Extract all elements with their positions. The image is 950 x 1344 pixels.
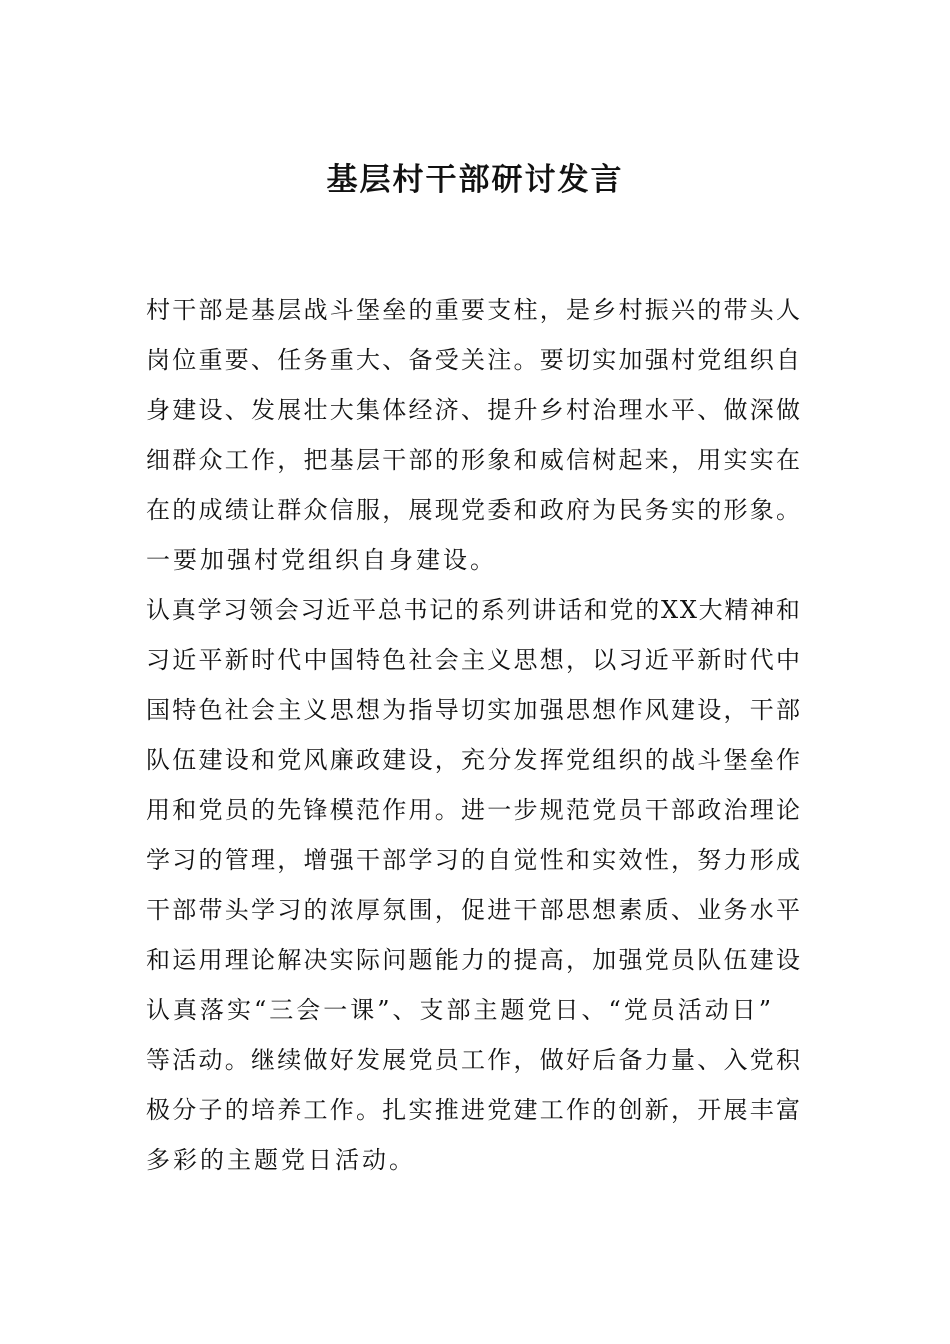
body-line: 等活动。继续做好发展党员工作，做好后备力量、入党积 <box>146 1046 803 1074</box>
body-line: 极分子的培养工作。扎实推进党建工作的创新，开展丰富 <box>146 1096 803 1124</box>
body-line: 岗位重要、任务重大、备受关注。要切实加强村党组织自 <box>146 346 803 374</box>
body-line: 学习的管理，增强干部学习的自觉性和实效性，努力形成 <box>146 846 803 874</box>
body-line: 身建设、发展壮大集体经济、提升乡村治理水平、做深做 <box>146 396 803 424</box>
body-line: 认真学习领会习近平总书记的系列讲话和党的XX大精神和 <box>146 596 802 624</box>
body-line: 国特色社会主义思想为指导切实加强思想作风建设，干部 <box>146 696 803 724</box>
body-line: 在的成绩让群众信服，展现党委和政府为民务实的形象。 <box>146 496 803 524</box>
body-line: 队伍建设和党风廉政建设，充分发挥党组织的战斗堡垒作 <box>146 746 803 774</box>
body-line: 细群众工作，把基层干部的形象和威信树起来，用实实在 <box>146 446 803 474</box>
body-line: 认真落实“三会一课”、支部主题党日、“党员活动日” <box>146 996 775 1024</box>
body-line: 多彩的主题党日活动。 <box>146 1146 416 1174</box>
body-line: 村干部是基层战斗堡垒的重要支柱，是乡村振兴的带头人 <box>146 296 803 324</box>
body-line: 干部带头学习的浓厚氛围，促进干部思想素质、业务水平 <box>146 896 803 924</box>
section-heading: 一要加强村党组织自身建设。 <box>146 546 497 574</box>
body-line: 习近平新时代中国特色社会主义思想，以习近平新时代中 <box>146 646 803 674</box>
body-line: 和运用理论解决实际问题能力的提高，加强党员队伍建设 <box>146 946 803 974</box>
document-title: 基层村干部研讨发言 <box>326 162 624 198</box>
body-line: 用和党员的先锋模范作用。进一步规范党员干部政治理论 <box>146 796 803 824</box>
document-body <box>146 285 806 1185</box>
